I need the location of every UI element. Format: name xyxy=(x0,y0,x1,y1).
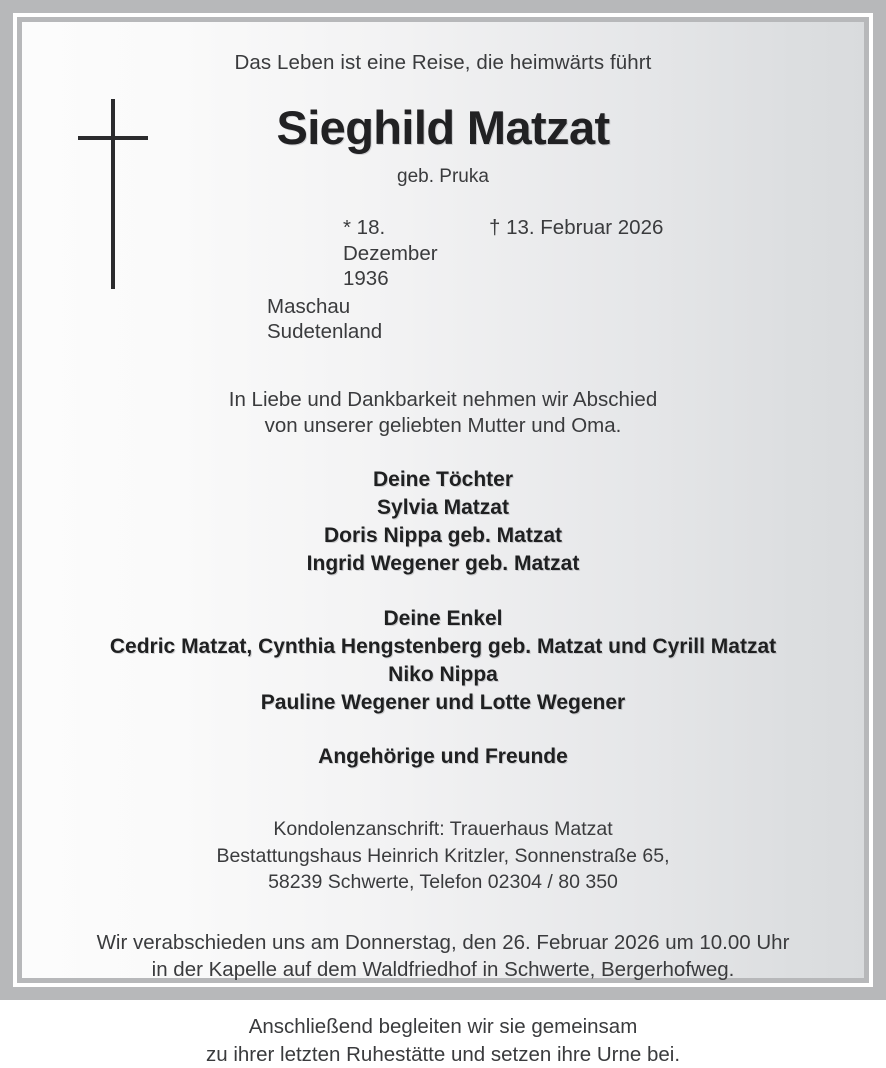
farewell-message xyxy=(22,387,864,439)
daughters-group xyxy=(22,466,864,578)
list-item: Cedric Matzat, Cynthia Hengstenberg geb. Matzat und Cyrill Matzat xyxy=(109,634,777,658)
obituary-body xyxy=(22,22,864,1068)
list-item: Doris Nippa geb. Matzat xyxy=(323,524,563,548)
interment-details xyxy=(22,1013,864,1067)
list-item: Ingrid Wegener geb. Matzat xyxy=(306,552,580,576)
service-line-2: in der Kapelle auf dem Waldfriedhof in Schwerte, Bergerhofweg. xyxy=(151,958,735,982)
deceased-name: Sieghild Matzat xyxy=(276,100,610,154)
funeral-service-details xyxy=(22,929,864,983)
condolence-line-2: Bestattungshaus Heinrich Kritzler, Sonnenstraße 65, xyxy=(216,844,670,867)
grandchildren-heading: Deine Enkel xyxy=(383,606,503,630)
condolence-line-1: Kondolenzanschrift: Trauerhaus Matzat xyxy=(273,817,613,840)
interment-line-2: zu ihrer letzten Ruhestätte und setzen ihre Urne bei. xyxy=(205,1042,681,1066)
interment-line-1: Anschließend begleiten wir sie gemeinsam xyxy=(248,1015,638,1039)
birth-date: * 18. Dezember 1936 xyxy=(343,215,438,291)
list-item: Niko Nippa xyxy=(388,662,498,686)
birth-place-city: Maschau xyxy=(267,294,351,318)
life-dates xyxy=(22,215,864,292)
list-item: Pauline Wegener und Lotte Wegener xyxy=(260,690,626,714)
condolence-address xyxy=(22,816,864,897)
condolence-line-3: 58239 Schwerte, Telefon 02304 / 80 350 xyxy=(268,871,618,894)
grandchildren-group xyxy=(22,605,864,717)
farewell-line-1: In Liebe und Dankbarkeit nehmen wir Abschied xyxy=(228,387,658,411)
birth-place-region: Sudetenland xyxy=(267,319,383,343)
obituary-card xyxy=(22,22,864,1066)
farewell-line-2: von unserer geliebten Mutter und Oma. xyxy=(264,414,622,438)
frame-white-gap xyxy=(13,13,873,1066)
mourners-text: Angehörige und Freunde xyxy=(318,744,568,768)
service-line-1: Wir verabschieden uns am Donnerstag, den 26. Februar 2026 um 10.00 Uhr xyxy=(96,931,790,955)
death-date: † 13. Februar 2026 xyxy=(489,215,664,239)
list-item: Sylvia Matzat xyxy=(377,496,509,520)
motto-text: Das Leben ist eine Reise, die heimwärts führt xyxy=(234,51,652,74)
frame-inner-rule xyxy=(17,17,869,1066)
maiden-name: geb. Pruka xyxy=(397,165,489,187)
daughters-heading: Deine Töchter xyxy=(372,468,514,492)
birth-place xyxy=(22,294,864,344)
